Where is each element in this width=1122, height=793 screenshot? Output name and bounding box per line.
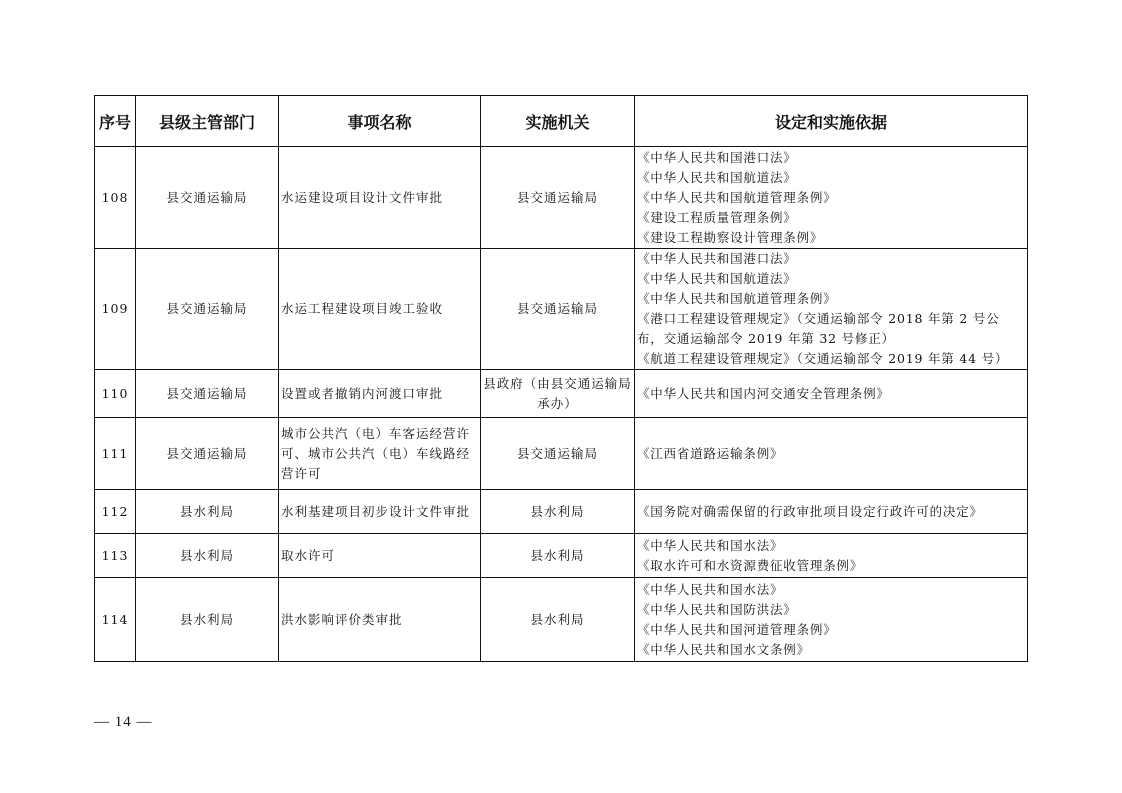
- basis-reference: 《中华人民共和国防洪法》: [637, 601, 797, 617]
- cell-item-name: 洪水影响评价类审批: [279, 578, 481, 662]
- cell-department: 县交通运输局: [136, 370, 279, 418]
- basis-reference: 《中华人民共和国水法》: [637, 537, 784, 553]
- cell-serial-number: 113: [95, 534, 136, 578]
- basis-reference: 布，交通运输部令 2019 年第 32 号修正）: [637, 331, 895, 346]
- table-row: [95, 534, 1028, 578]
- cell-agency: 县水利局: [481, 534, 635, 578]
- cell-basis: [635, 490, 1028, 534]
- basis-reference: 《江西省道路运输条例》: [637, 445, 784, 461]
- cell-basis: [635, 370, 1028, 418]
- basis-reference: 《港口工程建设管理规定》（交通运输部令 2018 年第 2 号公: [637, 311, 1000, 326]
- basis-reference: 《中华人民共和国航道法》: [637, 271, 797, 286]
- basis-reference: 《中华人民共和国港口法》: [637, 149, 797, 165]
- cell-serial-number: 109: [95, 249, 136, 370]
- cell-agency: 县交通运输局: [481, 249, 635, 370]
- cell-agency: 县政府（由县交通运输局承办）: [481, 370, 635, 418]
- cell-agency: 县交通运输局: [481, 147, 635, 249]
- header-department: 县级主管部门: [136, 96, 279, 147]
- cell-department: 县交通运输局: [136, 147, 279, 249]
- table-row: [95, 578, 1028, 662]
- header-agency: 实施机关: [481, 96, 635, 147]
- approval-items-table: [94, 95, 1028, 662]
- header-item-name: 事项名称: [279, 96, 481, 147]
- table-header-row: [95, 96, 1028, 147]
- cell-item-name: 城市公共汽（电）车客运经营许可、城市公共汽（电）车线路经营许可: [279, 418, 481, 490]
- basis-reference: 《中华人民共和国水文条例》: [637, 641, 810, 657]
- cell-item-name: 水运建设项目设计文件审批: [279, 147, 481, 249]
- cell-basis: [635, 418, 1028, 490]
- basis-reference: 《中华人民共和国港口法》: [637, 251, 797, 266]
- cell-department: 县水利局: [136, 490, 279, 534]
- header-basis: 设定和实施依据: [635, 96, 1028, 147]
- basis-reference: 《中华人民共和国航道管理条例》: [637, 189, 837, 205]
- basis-reference: 《航道工程建设管理规定》（交通运输部令 2019 年第 44 号）: [637, 351, 1009, 366]
- cell-item-name: 水利基建项目初步设计文件审批: [279, 490, 481, 534]
- cell-serial-number: 108: [95, 147, 136, 249]
- basis-reference: 《取水许可和水资源费征收管理条例》: [637, 557, 864, 573]
- cell-item-name: 水运工程建设项目竣工验收: [279, 249, 481, 370]
- cell-agency: 县水利局: [481, 490, 635, 534]
- table-row: [95, 147, 1028, 249]
- basis-reference: 《中华人民共和国水法》: [637, 581, 784, 597]
- table-row: [95, 249, 1028, 370]
- cell-serial-number: 111: [95, 418, 136, 490]
- cell-basis: [635, 249, 1028, 370]
- cell-item-name: 取水许可: [279, 534, 481, 578]
- basis-reference: 《中华人民共和国内河交通安全管理条例》: [637, 385, 890, 401]
- cell-department: 县交通运输局: [136, 249, 279, 370]
- basis-reference: 《中华人民共和国航道法》: [637, 169, 797, 185]
- table-row: [95, 490, 1028, 534]
- header-serial: 序号: [95, 96, 136, 147]
- table-row: [95, 370, 1028, 418]
- cell-agency: 县交通运输局: [481, 418, 635, 490]
- basis-reference: 《建设工程勘察设计管理条例》: [637, 229, 824, 245]
- basis-reference: 《中华人民共和国河道管理条例》: [637, 621, 837, 637]
- cell-basis: [635, 534, 1028, 578]
- cell-department: 县水利局: [136, 578, 279, 662]
- cell-department: 县交通运输局: [136, 418, 279, 490]
- cell-agency: 县水利局: [481, 578, 635, 662]
- page-number: — 14 —: [94, 714, 153, 730]
- table-body: [95, 147, 1028, 662]
- cell-serial-number: 114: [95, 578, 136, 662]
- cell-serial-number: 110: [95, 370, 136, 418]
- table-row: [95, 418, 1028, 490]
- basis-reference: 《中华人民共和国航道管理条例》: [637, 291, 837, 306]
- basis-reference: 《建设工程质量管理条例》: [637, 209, 797, 225]
- cell-serial-number: 112: [95, 490, 136, 534]
- basis-reference: 《国务院对确需保留的行政审批项目设定行政许可的决定》: [637, 503, 983, 519]
- cell-item-name: 设置或者撤销内河渡口审批: [279, 370, 481, 418]
- cell-department: 县水利局: [136, 534, 279, 578]
- cell-basis: [635, 147, 1028, 249]
- cell-basis: [635, 578, 1028, 662]
